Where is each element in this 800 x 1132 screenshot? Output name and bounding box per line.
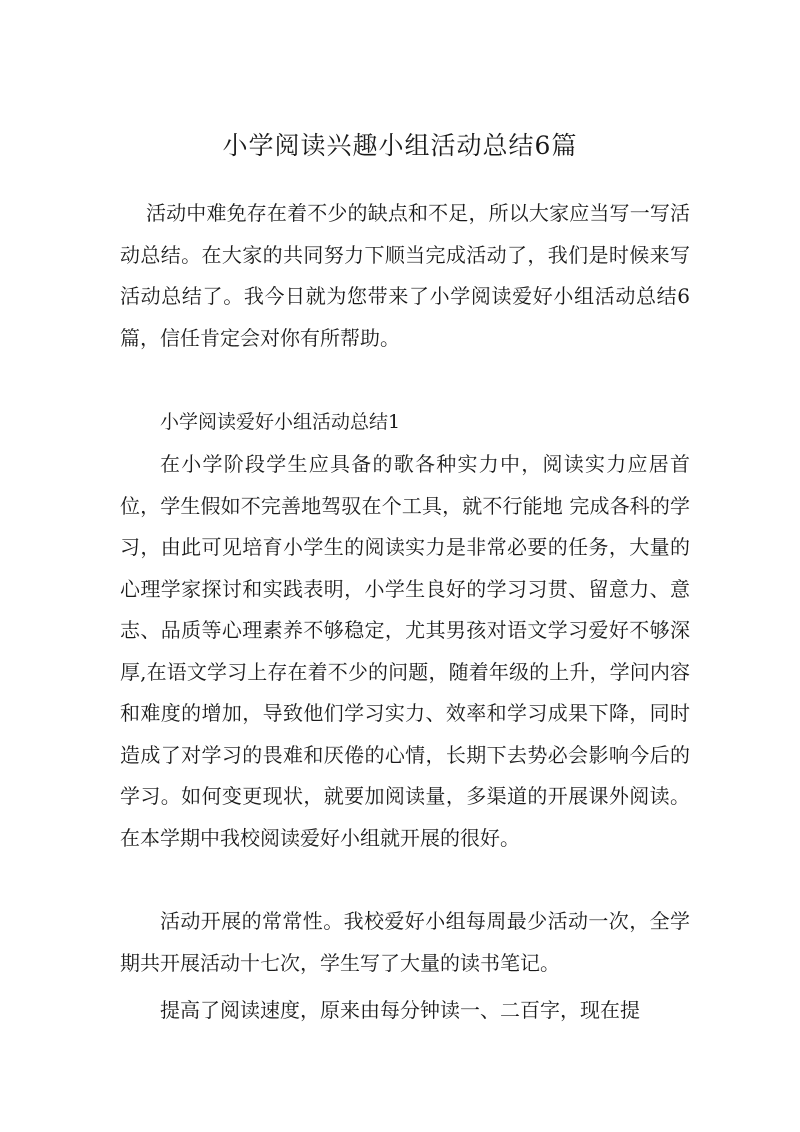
document-title: 小学阅读兴趣小组活动总结6篇 — [222, 131, 578, 160]
body-paragraph-1: 在小学阶段学生应具备的歌各种实力中，阅读实力应居首位，学生假如不完善地驾驭在个工具，就不行能地 完成各科的学习，由此可见培育小学生的阅读实力是非常必要的任务，大量的心理学家探讨和实践表明，小学生良好的学习习贯、留意力、意志、品质等心理素养不够稳定，尤其男孩对语文学习爱好不够深厚,在语文学习上存在着不少的问题，随着年级的上升，学问内容和难度的增加，导致他们学习实力、效率和学习成果下降，同时造成了对学习的畏难和厌倦的心情，长期下去势必会影响今后的学习。如何变更现状，就要加阅读量，多渠道的开展课外阅读。在本学期中我校阅读爱好小组就开展的很好。 — [120, 452, 690, 850]
intro-paragraph: 活动中难免存在着不少的缺点和不足，所以大家应当写一写活动总结。在大家的共同努力下顺当完成活动了，我们是时候来写活动总结了。我今日就为您带来了小学阅读爱好小组活动总结6篇，信任肯定会对你有所帮助。 — [120, 201, 690, 350]
body-paragraph-2: 活动开展的常常性。我校爱好小组每周最少活动一次，全学期共开展活动十七次，学生写了大量的读书笔记。 — [120, 909, 690, 975]
body-paragraph-3: 提高了阅读速度，原来由每分钟读一、二百字，现在提 — [160, 998, 640, 1022]
section-heading: 小学阅读爱好小组活动总结1 — [160, 411, 401, 433]
